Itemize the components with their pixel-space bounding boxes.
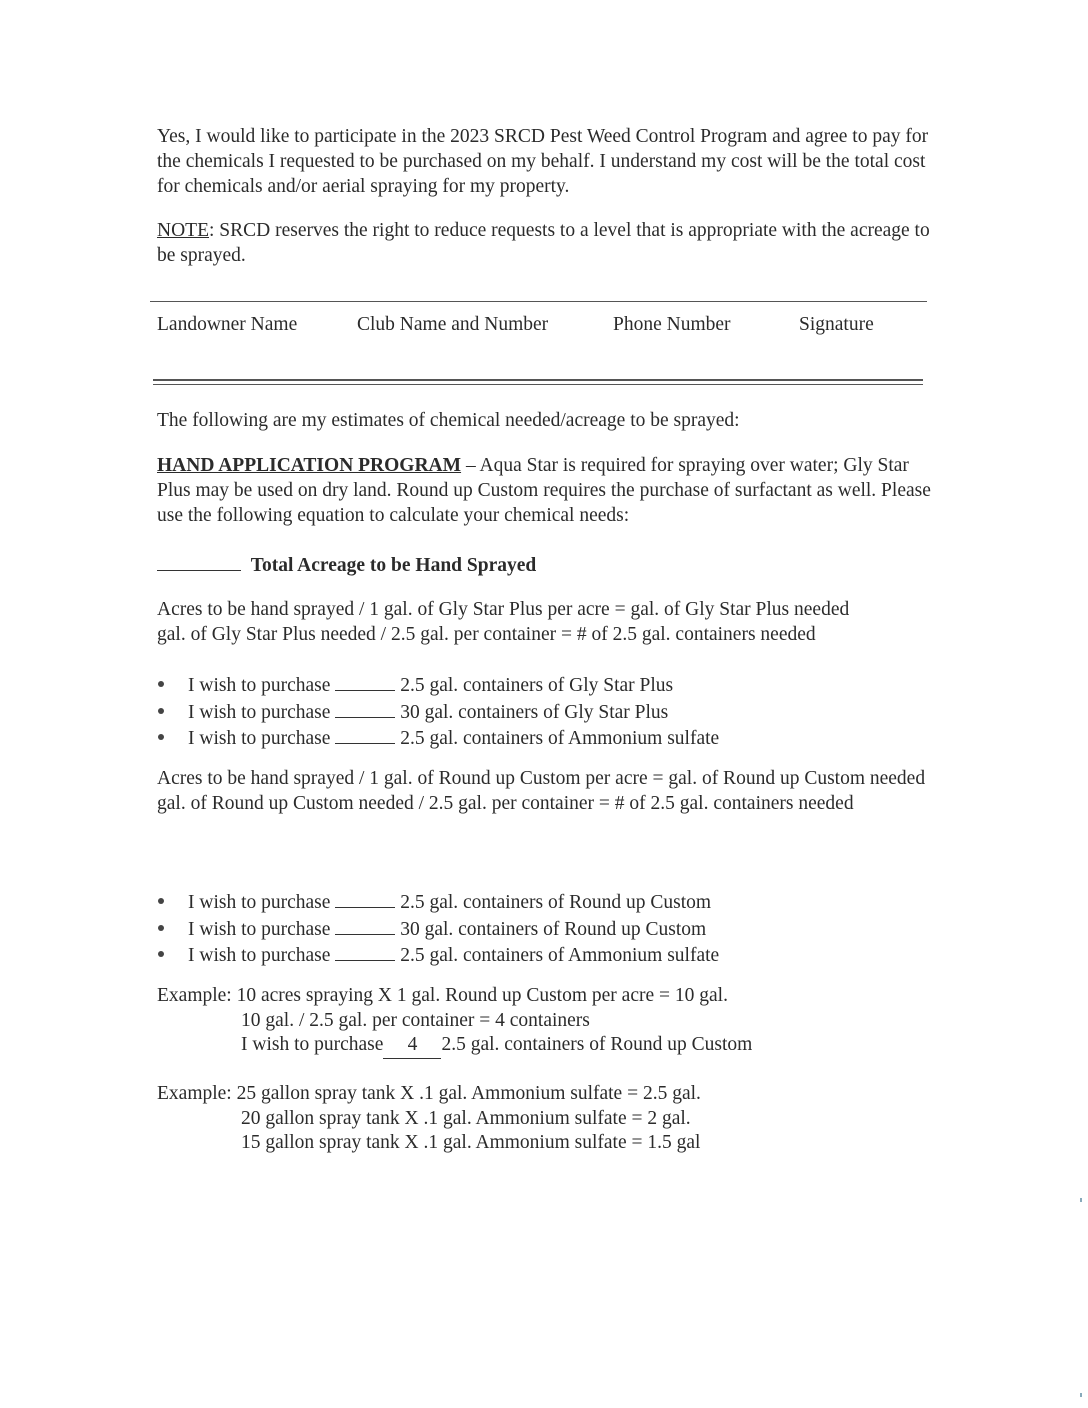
- purchase-prefix: I wish to purchase: [188, 675, 331, 696]
- scan-mark: [1080, 1393, 1082, 1397]
- total-acreage-row: [157, 552, 947, 578]
- purchase-prefix: I wish to purchase: [188, 728, 331, 749]
- signature-bottom-rule-1: [153, 379, 923, 381]
- intro-paragraph: Yes, I would like to participate in the 2023 SRCD Pest Weed Control Program and agree to pay for the chemicals I requested to be purchased on my behalf. I understand my cost will be the total cost for chemicals and/or aerial spraying for my property.: [157, 126, 929, 197]
- list-item: [157, 942, 719, 969]
- scan-mark: [1080, 1198, 1082, 1202]
- signature-top-rule: [150, 301, 927, 302]
- purchase-suffix: 2.5 gal. containers of Gly Star Plus: [400, 675, 674, 696]
- hand-program-paragraph: [157, 453, 947, 528]
- list-item: [157, 916, 719, 943]
- example-1-line-3: [157, 1033, 752, 1059]
- example-purchase-prefix: I wish to purchase: [241, 1034, 384, 1055]
- purchase-suffix: 30 gal. containers of Gly Star Plus: [400, 701, 669, 723]
- example-2-line-1: Example: 25 gallon spray tank X .1 gal. Ammonium sulfate = 2.5 gal.: [157, 1083, 701, 1104]
- example-ammonium: [157, 1082, 701, 1156]
- note-text: : SRCD reserves the right to reduce requests to a level that is appropriate with the acreage to be sprayed.: [157, 220, 930, 266]
- example-purchase-suffix: 2.5 gal. containers of Round up Custom: [441, 1034, 753, 1055]
- purchase-prefix: I wish to purchase: [188, 918, 331, 940]
- gly-purchase-list: [157, 672, 719, 752]
- signature-label: Signature: [799, 314, 874, 335]
- gly-quantity-field-2[interactable]: [335, 699, 395, 718]
- purchase-suffix: 30 gal. containers of Round up Custom: [400, 918, 707, 940]
- list-item: [157, 699, 719, 726]
- estimates-intro: The following are my estimates of chemical needed/acreage to be sprayed:: [157, 410, 740, 431]
- example-1-line-2: 10 gal. / 2.5 gal. per container = 4 containers: [241, 1009, 590, 1031]
- note-label: NOTE: [157, 220, 209, 241]
- purchase-prefix: I wish to purchase: [188, 892, 331, 913]
- list-item: [157, 889, 719, 916]
- hand-program-heading: HAND APPLICATION PROGRAM: [157, 455, 462, 476]
- gly-quantity-field-3[interactable]: [335, 725, 395, 744]
- example-purchase-value: 4: [383, 1033, 441, 1059]
- club-name-label: Club Name and Number: [357, 314, 549, 335]
- example-2-line-3: 15 gallon spray tank X .1 gal. Ammonium sulfate = 1.5 gal: [241, 1132, 701, 1153]
- gly-quantity-field-1[interactable]: [335, 672, 395, 691]
- landowner-name-label: Landowner Name: [157, 314, 298, 335]
- purchase-prefix: I wish to purchase: [188, 701, 331, 723]
- roundup-purchase-list: [157, 889, 719, 969]
- roundup-equation: Acres to be hand sprayed / 1 gal. of Round up Custom per acre = gal. of Round up Custom needed gal. of Round up Custom needed / 2.5 gal. per container = # of 2.5 gal. containers needed: [157, 768, 926, 814]
- note-paragraph: [157, 218, 947, 268]
- signature-labels: [157, 314, 917, 339]
- purchase-suffix: 2.5 gal. containers of Round up Custom: [400, 892, 712, 913]
- example-1-line-1: Example: 10 acres spraying X 1 gal. Round up Custom per acre = 10 gal.: [157, 985, 728, 1006]
- list-item: [157, 725, 719, 752]
- list-item: [157, 672, 719, 699]
- roundup-quantity-field-2[interactable]: [335, 916, 395, 935]
- roundup-quantity-field-3[interactable]: [335, 942, 395, 961]
- purchase-suffix: 2.5 gal. containers of Ammonium sulfate: [400, 945, 720, 966]
- gly-equation-line-2: gal. of Gly Star Plus needed / 2.5 gal. per container = # of 2.5 gal. containers needed: [157, 624, 816, 645]
- hand-program-text: – Aqua Star is required for spraying over water; Gly Star Plus may be used on dry land. Round up Custom requires the purchase of surfactant as well. Please use the following equation to calculate your chemical needs:: [157, 455, 931, 526]
- purchase-suffix: 2.5 gal. containers of Ammonium sulfate: [400, 728, 720, 749]
- signature-bottom-rule-2: [153, 384, 923, 385]
- phone-number-label: Phone Number: [613, 314, 731, 335]
- purchase-prefix: I wish to purchase: [188, 945, 331, 966]
- total-acreage-field[interactable]: [157, 552, 241, 571]
- total-acreage-label: Total Acreage to be Hand Sprayed: [250, 555, 537, 576]
- gly-equation-line-1: Acres to be hand sprayed / 1 gal. of Gly Star Plus per acre = gal. of Gly Star Plus needed: [157, 599, 850, 620]
- example-2-line-2: 20 gallon spray tank X .1 gal. Ammonium sulfate = 2 gal.: [241, 1107, 691, 1129]
- gly-equation: [157, 597, 947, 647]
- roundup-quantity-field-1[interactable]: [335, 889, 395, 908]
- example-roundup: [157, 984, 752, 1059]
